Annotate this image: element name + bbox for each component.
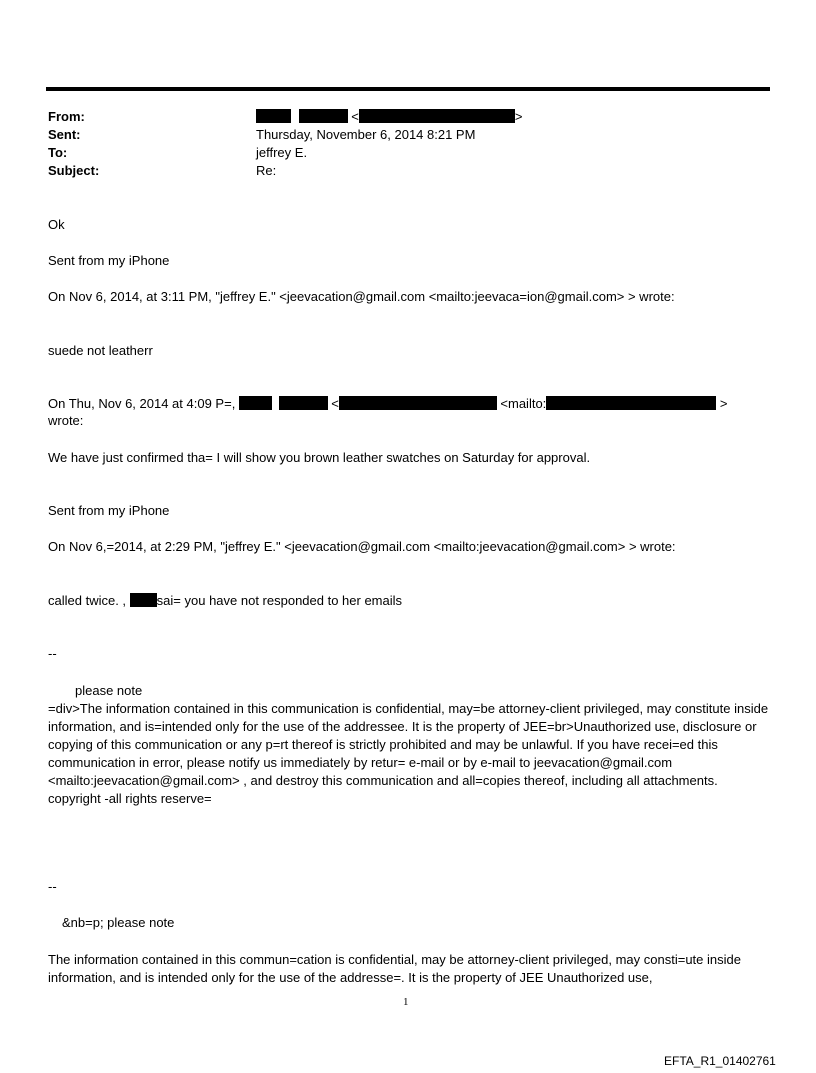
subject-value: Re: <box>256 163 277 178</box>
from-value <box>256 109 522 125</box>
sent-label: Sent: <box>48 127 81 142</box>
quote-header-3: On Nov 6,=2014, at 2:29 PM, "jeffrey E." <jeevacation@gmail.com <mailto:jeevacation@gmail.com> > wrote: <box>48 539 676 554</box>
sent-from-iphone: Sent from my iPhone <box>48 253 170 268</box>
sent-value: Thursday, November 6, 2014 8:21 PM <box>256 127 476 142</box>
quote-2-lt: < <box>331 396 339 411</box>
quote-2-prefix: On Thu, Nov 6, 2014 at 4:09 P=, <box>48 396 236 411</box>
quote-header-2 <box>48 396 728 412</box>
redaction <box>299 109 348 123</box>
redaction <box>130 593 157 607</box>
redaction <box>279 396 328 410</box>
redaction <box>359 109 515 123</box>
from-close-bracket: > <box>514 109 523 124</box>
message-suede: suede not leatherr <box>48 343 153 358</box>
redaction <box>239 396 272 410</box>
page-number: 1 <box>403 996 409 1008</box>
from-label: From: <box>48 109 85 124</box>
signature-2-note: &nb=p; please note <box>62 915 175 930</box>
signature-2-disclaimer: The information contained in this commun=cation is confidential, may be attorney-client privileged, may consti=ute inside information, and is intended only for the use of the addresse=. It is the property of JEE Unauthorized use, <box>48 952 741 985</box>
quote-2-gt: > <box>719 396 728 411</box>
to-label: To: <box>48 145 68 160</box>
called-prefix: called twice. , <box>48 593 127 608</box>
message-called <box>48 593 402 609</box>
message-confirmed: We have just confirmed tha= I will show you brown leather swatches on Saturday for approval. <box>48 450 591 465</box>
redaction <box>339 396 497 410</box>
signature-1-disclaimer: =div>The information contained in this communication is confidential, may=be attorney-client privileged, may constitute inside information, and is=intended only for the use of the addressee. It is the property of JEE=br>Unauthorized use, disclosure or copying of this communication or any p=rt thereof is strictly prohibited and may be unlawful. If you have recei=ed this communication in error, please notify us immediately by retur= e-mail or by e-mail to jeevacation@gmail.com <mailto:jeevacation@gmail.com> , and destroy this communication and all=copies thereof, including all attachments. copyright -all rights reserve= <box>48 701 769 806</box>
subject-label: Subject: <box>48 163 100 178</box>
sent-from-iphone-2: Sent from my iPhone <box>48 503 170 518</box>
quote-2-mailto: <mailto: <box>500 396 547 411</box>
quote-2-wrote: wrote: <box>48 413 84 428</box>
redaction <box>546 396 716 410</box>
redaction <box>256 109 291 123</box>
from-open-bracket: < <box>351 109 359 124</box>
signature-1-dash: -- <box>48 646 57 661</box>
signature-2-dash: -- <box>48 879 57 894</box>
reply-ok: Ok <box>48 217 65 232</box>
to-value: jeffrey E. <box>256 145 308 160</box>
called-suffix: sai= you have not responded to her emails <box>156 593 403 608</box>
header-rule <box>46 87 770 91</box>
signature-1-note: please note <box>75 683 143 698</box>
document-id: EFTA_R1_01402761 <box>664 1054 776 1068</box>
quote-header-1: On Nov 6, 2014, at 3:11 PM, "jeffrey E." <jeevacation@gmail.com <mailto:jeevaca=ion@gmail.com> > wrote: <box>48 289 675 304</box>
